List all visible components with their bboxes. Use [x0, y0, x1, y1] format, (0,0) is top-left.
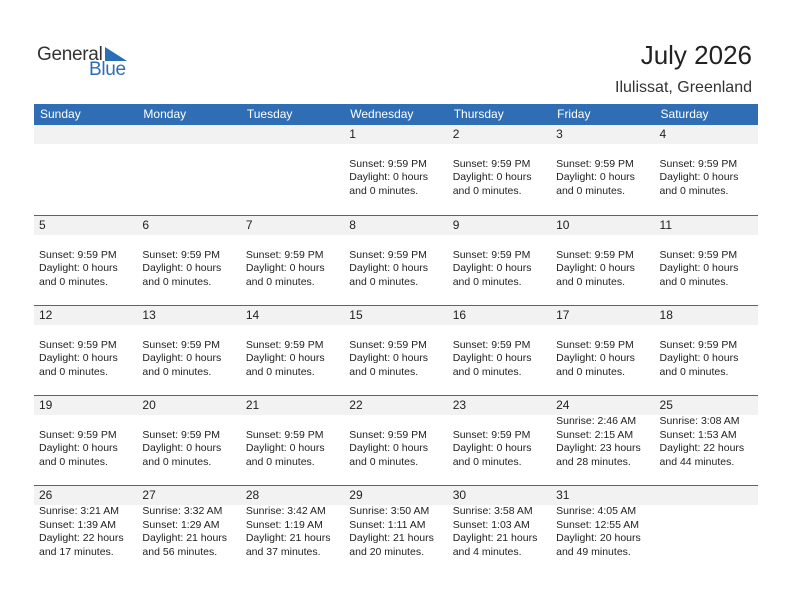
sunrise-text	[453, 235, 551, 249]
day-cell-info	[241, 396, 344, 469]
day-number: 16	[452, 308, 467, 322]
daylight-text: Daylight: 22 hours	[659, 442, 745, 454]
daylight-text: and 0 minutes.	[39, 365, 108, 378]
sunset-text: Sunset: 9:59 PM	[659, 157, 738, 170]
sunset-text: Sunset: 1:53 AM	[659, 428, 737, 441]
daylight-text: Daylight: 21 hours	[349, 532, 434, 544]
day-info-row	[34, 396, 758, 469]
daylight-text: and 0 minutes.	[452, 455, 522, 468]
sunrise-text	[349, 325, 447, 339]
sunrise-text: Sunrise: 4:05 AM	[556, 505, 637, 517]
day-number: 31	[556, 488, 570, 502]
sunset-text: Sunset: 9:59 PM	[39, 248, 117, 261]
day-cell-info	[448, 306, 551, 379]
day-number: 13	[142, 308, 156, 322]
weekday-header: Saturday	[660, 107, 709, 121]
daylight-text: and 0 minutes.	[349, 275, 419, 288]
sunrise-text: Sunrise: 3:50 AM	[349, 505, 430, 517]
sunrise-text: Sunrise: 3:08 AM	[659, 415, 740, 427]
sunrise-text	[142, 325, 240, 339]
day-cell-info	[551, 125, 654, 198]
daylight-text: and 37 minutes.	[245, 545, 321, 558]
page-title: July 2026	[640, 40, 752, 70]
daylight-text: and 0 minutes.	[142, 275, 212, 288]
sunrise-text	[142, 415, 240, 429]
daylight-text: Daylight: 0 hours	[39, 442, 118, 454]
day-cell-info	[344, 396, 447, 469]
daylight-text: and 0 minutes.	[659, 275, 729, 288]
daylight-text: Daylight: 0 hours	[452, 171, 532, 183]
day-cell-info	[344, 306, 447, 379]
day-cell-info	[241, 125, 344, 198]
day-number: 14	[245, 308, 260, 322]
day-number: 10	[556, 218, 570, 232]
daylight-text: Daylight: 0 hours	[349, 262, 429, 274]
day-cell-info	[241, 306, 344, 379]
day-cell-info	[655, 125, 758, 198]
day-cell-info	[448, 486, 551, 559]
daylight-text: Daylight: 0 hours	[349, 171, 429, 183]
sunset-text: Sunset: 1:03 AM	[452, 518, 530, 531]
daylight-text: Daylight: 0 hours	[556, 262, 635, 274]
daylight-text: and 0 minutes.	[142, 365, 212, 378]
day-cell-info	[34, 125, 137, 198]
day-cell-info	[448, 216, 551, 289]
sunset-text: Sunset: 1:19 AM	[245, 518, 323, 531]
weeks-container	[34, 125, 758, 575]
daylight-text: Daylight: 0 hours	[452, 442, 532, 454]
weekday-header-row	[34, 104, 758, 125]
weekday-header: Wednesday	[350, 107, 414, 121]
weekday-header: Sunday	[40, 107, 81, 121]
sunset-text: Sunset: 1:39 AM	[39, 518, 117, 531]
day-cell-info	[551, 486, 654, 559]
sunrise-text: Sunrise: 3:32 AM	[142, 505, 223, 517]
day-cell-info	[34, 306, 137, 379]
daylight-text: and 49 minutes.	[556, 545, 631, 558]
sunset-text: Sunset: 9:59 PM	[452, 428, 531, 441]
week-row	[34, 125, 758, 215]
day-cell-info	[34, 216, 137, 289]
daylight-text: and 0 minutes.	[142, 455, 212, 468]
daylight-text: Daylight: 0 hours	[39, 262, 118, 274]
day-number: 21	[245, 398, 260, 412]
sunset-text: Sunset: 9:59 PM	[349, 248, 427, 261]
day-number: 9	[452, 218, 460, 232]
daylight-text: Daylight: 0 hours	[349, 352, 429, 364]
daylight-text: Daylight: 0 hours	[142, 262, 222, 274]
day-cell-info	[344, 216, 447, 289]
day-number: 19	[39, 398, 53, 412]
sunset-text: Sunset: 9:59 PM	[659, 248, 738, 261]
sunrise-text	[556, 144, 654, 158]
daylight-text: and 56 minutes.	[142, 545, 218, 558]
sunrise-text: Sunrise: 3:42 AM	[245, 505, 326, 517]
sunset-text: Sunset: 9:59 PM	[349, 157, 427, 170]
sunrise-text	[39, 325, 137, 339]
day-cell-info	[241, 486, 344, 559]
sunrise-text	[142, 235, 240, 249]
daylight-text: Daylight: 0 hours	[245, 442, 325, 454]
daylight-text: and 44 minutes.	[659, 455, 735, 468]
day-cell-info	[137, 216, 240, 289]
daylight-text: Daylight: 21 hours	[142, 532, 228, 544]
sunrise-text: Sunrise: 2:46 AM	[556, 415, 637, 427]
sunrise-text: Sunrise: 3:21 AM	[39, 505, 119, 517]
sunrise-text	[453, 144, 551, 158]
daylight-text: and 0 minutes.	[556, 184, 625, 197]
daylight-text: Daylight: 0 hours	[659, 171, 739, 183]
day-cell-info	[344, 125, 447, 198]
sunset-text: Sunset: 9:59 PM	[39, 428, 117, 441]
daylight-text: Daylight: 20 hours	[556, 532, 641, 544]
day-cell-info	[137, 486, 240, 559]
day-number: 15	[349, 308, 363, 322]
daylight-text: Daylight: 0 hours	[39, 352, 118, 364]
daylight-text: Daylight: 0 hours	[245, 262, 325, 274]
sunrise-text	[453, 325, 551, 339]
day-number: 20	[142, 398, 156, 412]
daylight-text: Daylight: 0 hours	[142, 352, 222, 364]
daylight-text: and 28 minutes.	[556, 455, 631, 468]
day-cell-info	[551, 396, 654, 469]
sunrise-text	[453, 415, 551, 429]
day-cell-info	[551, 306, 654, 379]
sunset-text: Sunset: 9:59 PM	[142, 248, 221, 261]
weekday-header: Monday	[143, 107, 187, 121]
sunrise-text	[39, 415, 137, 429]
day-cell-info	[241, 216, 344, 289]
daylight-text: Daylight: 21 hours	[245, 532, 331, 544]
weekday-header: Friday	[557, 107, 591, 121]
day-number: 27	[142, 488, 156, 502]
day-number: 4	[659, 127, 667, 141]
day-cell-info	[34, 486, 137, 559]
daylight-text: and 0 minutes.	[659, 365, 729, 378]
day-number: 26	[39, 488, 53, 502]
day-number: 1	[349, 127, 356, 141]
day-number: 8	[349, 218, 356, 232]
day-number: 11	[659, 218, 672, 232]
daylight-text: and 4 minutes.	[452, 545, 522, 558]
week-row	[34, 305, 758, 395]
day-number: 7	[245, 218, 253, 232]
sunset-text: Sunset: 9:59 PM	[349, 338, 427, 351]
sunset-text: Sunset: 2:15 AM	[556, 428, 634, 441]
sunrise-text	[660, 144, 758, 158]
sunrise-text	[660, 235, 758, 249]
day-cell-info	[551, 216, 654, 289]
sunrise-text	[246, 415, 344, 429]
day-number: 28	[245, 488, 260, 502]
daylight-text: Daylight: 0 hours	[349, 442, 429, 454]
daylight-text: Daylight: 22 hours	[39, 532, 124, 544]
sunset-text: Sunset: 1:11 AM	[349, 518, 426, 531]
sunset-text: Sunset: 9:59 PM	[556, 338, 634, 351]
daylight-text: and 0 minutes.	[349, 365, 419, 378]
daylight-text: and 0 minutes.	[452, 365, 522, 378]
sunset-text: Sunset: 9:59 PM	[452, 248, 531, 261]
day-number: 6	[142, 218, 150, 232]
day-cell-info	[137, 306, 240, 379]
daylight-text: and 0 minutes.	[245, 365, 315, 378]
daylight-text: and 0 minutes.	[39, 455, 108, 468]
sunset-text: Sunset: 9:59 PM	[245, 338, 324, 351]
day-info-row	[34, 216, 758, 289]
sunrise-text	[39, 235, 137, 249]
day-info-row	[34, 306, 758, 379]
sunset-text: Sunset: 9:59 PM	[349, 428, 427, 441]
sunset-text: Sunset: 9:59 PM	[556, 248, 634, 261]
weekday-header: Tuesday	[246, 107, 293, 121]
sunset-text: Sunset: 9:59 PM	[142, 428, 221, 441]
weekday-header: Thursday	[453, 107, 504, 121]
daylight-text: Daylight: 0 hours	[659, 262, 739, 274]
week-row	[34, 215, 758, 305]
daylight-text: and 0 minutes.	[245, 455, 315, 468]
sunrise-text	[349, 144, 447, 158]
day-cell-info	[137, 396, 240, 469]
day-number: 25	[659, 398, 673, 412]
sunset-text: Sunset: 9:59 PM	[452, 338, 531, 351]
day-number: 17	[556, 308, 570, 322]
sunset-text: Sunset: 9:59 PM	[245, 428, 324, 441]
logo-word-general: General	[37, 44, 103, 65]
daylight-text: and 0 minutes.	[659, 184, 729, 197]
day-cell-info	[34, 396, 137, 469]
day-info-row	[34, 486, 758, 559]
location-subtitle: Ilulissat, Greenland	[615, 79, 752, 96]
day-cell-info	[655, 216, 758, 289]
logo-word-blue: Blue	[89, 59, 126, 80]
sunset-text: Sunset: 12:55 AM	[556, 518, 639, 531]
day-number: 29	[349, 488, 363, 502]
sunset-text: Sunset: 9:59 PM	[39, 338, 117, 351]
day-cell-info	[655, 486, 758, 559]
daylight-text: Daylight: 0 hours	[556, 171, 635, 183]
day-number: 22	[349, 398, 363, 412]
day-cell-info	[448, 125, 551, 198]
daylight-text: Daylight: 23 hours	[556, 442, 641, 454]
daylight-text: and 20 minutes.	[349, 545, 424, 558]
day-number: 12	[39, 308, 53, 322]
sunset-text: Sunset: 9:59 PM	[245, 248, 324, 261]
day-info-row	[34, 125, 758, 198]
sunrise-text	[556, 325, 654, 339]
daylight-text: Daylight: 0 hours	[245, 352, 325, 364]
week-row	[34, 395, 758, 485]
daylight-text: Daylight: 0 hours	[556, 352, 635, 364]
sunset-text: Sunset: 9:59 PM	[556, 157, 634, 170]
calendar-grid	[34, 104, 758, 575]
daylight-text: and 17 minutes.	[39, 545, 114, 558]
sunrise-text	[246, 235, 344, 249]
daylight-text: and 0 minutes.	[349, 184, 419, 197]
day-cell-info	[344, 486, 447, 559]
daylight-text: and 0 minutes.	[556, 365, 625, 378]
day-number: 2	[452, 127, 460, 141]
sunrise-text	[556, 235, 654, 249]
daylight-text: and 0 minutes.	[39, 275, 108, 288]
daylight-text: Daylight: 0 hours	[659, 352, 739, 364]
day-number: 24	[556, 398, 570, 412]
day-number: 30	[452, 488, 467, 502]
daylight-text: Daylight: 21 hours	[452, 532, 538, 544]
sunset-text: Sunset: 1:29 AM	[142, 518, 220, 531]
sunrise-text	[349, 415, 447, 429]
sunrise-text	[660, 325, 758, 339]
daylight-text: Daylight: 0 hours	[452, 352, 532, 364]
day-cell-info	[655, 306, 758, 379]
daylight-text: and 0 minutes.	[245, 275, 315, 288]
day-number: 23	[452, 398, 467, 412]
sunset-text: Sunset: 9:59 PM	[659, 338, 738, 351]
daylight-text: and 0 minutes.	[452, 184, 522, 197]
daylight-text: and 0 minutes.	[556, 275, 625, 288]
day-cell-info	[137, 125, 240, 198]
daylight-text: Daylight: 0 hours	[452, 262, 532, 274]
daylight-text: and 0 minutes.	[349, 455, 419, 468]
sunrise-text	[349, 235, 447, 249]
sunrise-text	[246, 325, 344, 339]
daylight-text: and 0 minutes.	[452, 275, 522, 288]
daylight-text: Daylight: 0 hours	[142, 442, 222, 454]
day-number: 5	[39, 218, 46, 232]
week-row	[34, 485, 758, 575]
logo	[37, 44, 137, 80]
sunset-text: Sunset: 9:59 PM	[142, 338, 221, 351]
sunrise-text: Sunrise: 3:58 AM	[452, 505, 533, 517]
sunset-text: Sunset: 9:59 PM	[452, 157, 531, 170]
day-cell-info	[448, 396, 551, 469]
day-cell-info	[655, 396, 758, 469]
day-number: 18	[659, 308, 673, 322]
day-number: 3	[556, 127, 563, 141]
